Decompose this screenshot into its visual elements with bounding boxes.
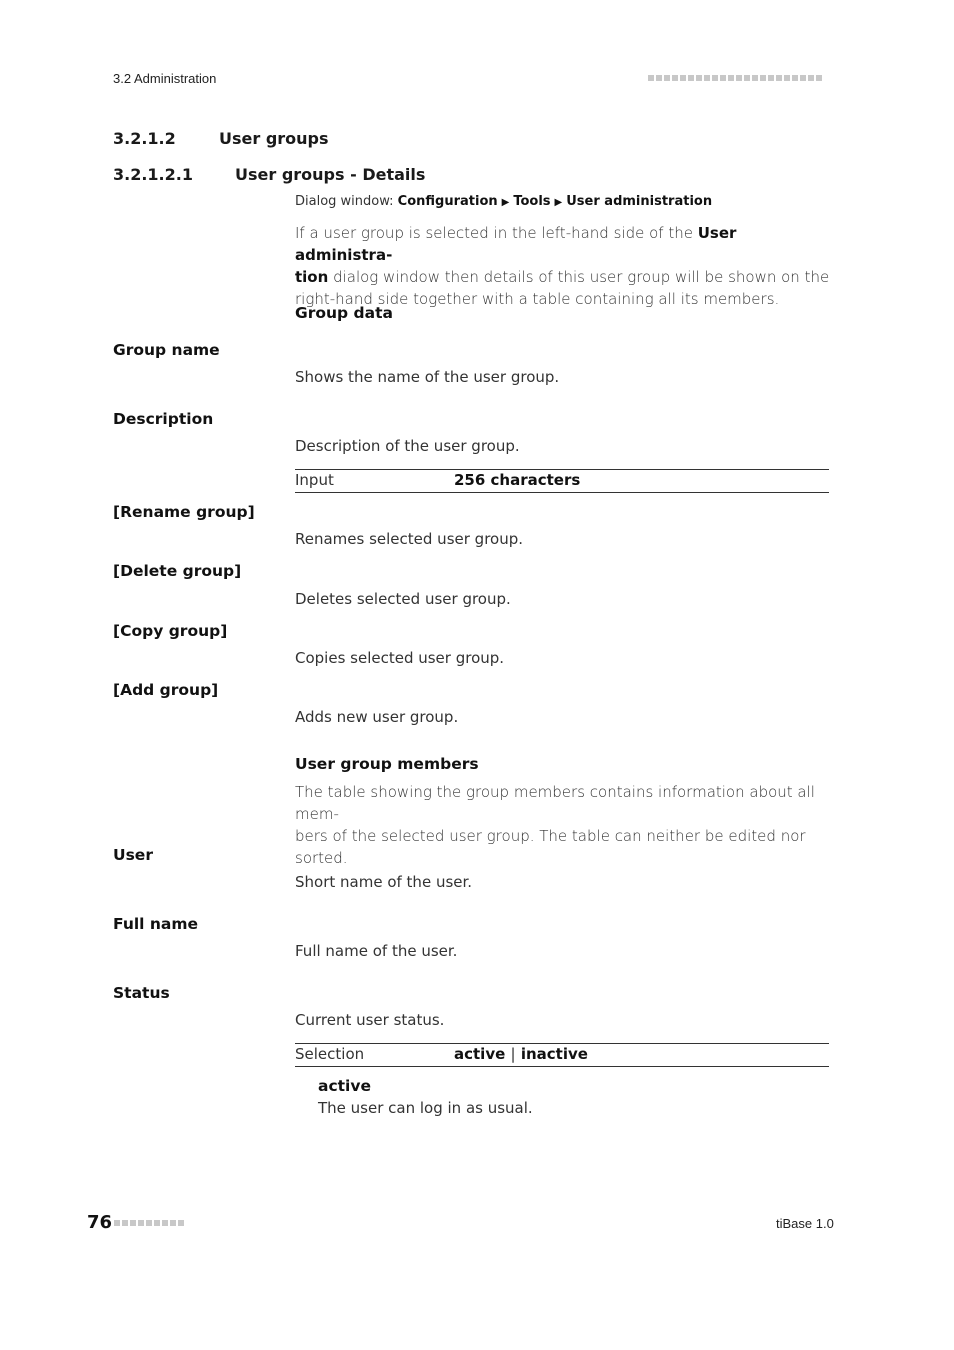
active-option-title: active [318,1077,371,1095]
selection-value-inactive: inactive [520,1045,588,1063]
term-group-name: Group name [113,341,220,359]
page-number: 76 [87,1212,113,1233]
selection-spec-values [454,1045,588,1063]
header-decoration-dots [648,75,822,81]
heading-1-title: User groups [219,129,329,148]
term-rename-group: [Rename group] [113,503,255,521]
footer-decoration-dots [114,1220,184,1226]
heading-1-number: 3.2.1.2 [113,129,176,148]
desc-description: Description of the user group. [295,437,520,455]
desc-user: Short name of the user. [295,873,473,891]
desc-full-name: Full name of the user. [295,942,458,960]
dialog-path [295,194,712,209]
input-spec-key: Input [295,471,334,489]
triangle-right-icon: ▶ [501,197,510,208]
desc-copy-group: Copies selected user group. [295,649,505,667]
selection-spec-key: Selection [295,1045,365,1063]
desc-group-name: Shows the name of the user group. [295,368,560,386]
product-name: tiBase 1.0 [776,1216,834,1231]
term-status: Status [113,984,170,1002]
term-user: User [113,846,153,864]
triangle-right-icon: ▶ [554,197,563,208]
dialog-path-item: Tools [513,194,551,209]
selection-separator: | [510,1045,516,1063]
desc-rename-group: Renames selected user group. [295,530,524,548]
term-add-group: [Add group] [113,681,219,699]
selection-spec-table [295,1043,829,1067]
desc-add-group: Adds new user group. [295,708,459,726]
input-spec-table [295,469,829,493]
input-spec-value: 256 characters [454,471,581,489]
running-header-section: 3.2 Administration [113,71,217,86]
term-delete-group: [Delete group] [113,562,242,580]
selection-value-active: active [454,1045,506,1063]
term-copy-group: [Copy group] [113,622,228,640]
active-option-desc: The user can log in as usual. [318,1099,533,1117]
intro-paragraph: If a user group is selected in the left-hand side of the User administra- tion dialog window then details of this user group will be shown on the right-hand side together with a table containing all its members. [295,224,830,308]
term-full-name: Full name [113,915,199,933]
group-data-heading: Group data [295,304,393,322]
desc-delete-group: Deletes selected user group. [295,590,511,608]
dialog-path-item: User administration [566,194,713,209]
members-heading: User group members [295,755,479,773]
members-paragraph: The table showing the group members contains information about all mem- bers of the selected user group. The table can neither be edited nor sorted. [295,783,815,867]
dialog-prefix: Dialog window: [295,194,394,209]
dialog-path-item: Configuration [397,194,498,209]
heading-2-number: 3.2.1.2.1 [113,165,193,184]
desc-status: Current user status. [295,1011,445,1029]
term-description: Description [113,410,214,428]
heading-2-title: User groups - Details [235,165,426,184]
